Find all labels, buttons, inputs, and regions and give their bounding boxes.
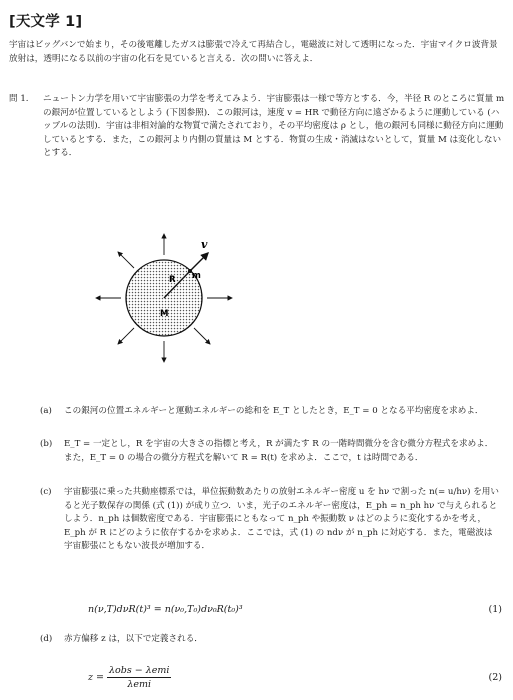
equation-1-number: (1) <box>488 604 502 615</box>
part-c-label: (c) <box>40 487 52 497</box>
label-M: M <box>160 309 169 319</box>
arrow-down-left <box>118 328 134 344</box>
part-b-text: E_T = 一定とし，R を宇宙の大きさの指標と考え，R が満たす R の一階時間微分を含む微分方程式を求めよ．また，E_T = 0 の場合の微分方程式を解いて R = R(t) を求めよ．ここで，t は時間である． <box>64 439 494 463</box>
part-c <box>40 486 500 554</box>
equation-2-numerator: λobs − λemi <box>109 665 170 676</box>
section-title: [天文学 1] <box>9 14 83 30</box>
question-1-number: 問 1. <box>9 94 29 104</box>
label-R: R <box>169 275 176 285</box>
part-a-label: (a) <box>40 406 52 416</box>
question-1-text: ニュートン力学を用いて宇宙膨張の力学を考えてみよう．宇宙膨張は一様で等方とする．今，半径 R のところに質量 m の銀河が位置しているとしよう (下図参照)．この銀河は，速度 v = HR で動径方向に遠ざかるように運動している (ハッブルの法則)．宇宙は非相対論的な物質で満たされており，その平均密度は ρ とし，他の銀河も同様に動径方向に運動しているとする．また，この銀河より内側の質量は M とする．物質の生成・消滅はないとして，質量 M は変化しないとする． <box>43 94 505 159</box>
part-d <box>40 633 500 647</box>
expansion-figure <box>80 222 260 372</box>
equation-1-expr: n(ν,T)dνR(t)³ = n(ν₀,T₀)dν₀R(t₀)³ <box>88 604 243 615</box>
arrow-up-left <box>118 252 134 268</box>
label-m: m <box>192 271 201 281</box>
equation-2 <box>88 664 508 691</box>
part-a-text: この銀河の位置エネルギーと運動エネルギーの総和を E_T としたとき，E_T = 0 となる平均密度を求めよ． <box>64 406 484 416</box>
equation-2-fraction <box>107 664 171 691</box>
part-d-text: 赤方偏移 z は，以下で定義される． <box>64 634 203 644</box>
intro-paragraph: 宇宙はビッグバンで始まり，その後電離したガスは膨張で冷えて再結合し，電磁波に対して透明になった．宇宙マイクロ波背景放射は，透明になる以前の宇宙の化石を見ていると言える．次の問いに答えよ． <box>9 40 498 64</box>
part-c-text: 宇宙膨張に乗った共動座標系では，単位振動数あたりの放射エネルギー密度 u を hν で割った n(= u/hν) を用いると光子数保存の関係 (式 (1)) が成り立つ．いま，光子のエネルギー密度は，E_ph = n_ph hν で与えられるとしよう．n_ph は個数密度である．宇宙膨張にともなって n_ph や振動数 ν はどのように変化するかを考え，E_ph が R にどのように依存するかを求めよ．ここでは，式 (1) の ndν が n_ph に対応する．また，電磁波は宇宙膨張にともない波長が増加する． <box>64 487 499 552</box>
equation-2-number: (2) <box>488 672 502 683</box>
part-a <box>40 405 500 419</box>
equation-2-lhs: z = <box>88 672 104 683</box>
equation-1 <box>88 604 508 615</box>
part-b-label: (b) <box>40 439 53 449</box>
equation-2-denominator: λemi <box>127 679 152 690</box>
question-1 <box>9 93 505 161</box>
part-b <box>40 438 500 465</box>
arrow-down-right <box>194 328 210 344</box>
part-d-label: (d) <box>40 634 53 644</box>
velocity-arrow <box>190 253 208 271</box>
label-v: v <box>201 238 208 251</box>
